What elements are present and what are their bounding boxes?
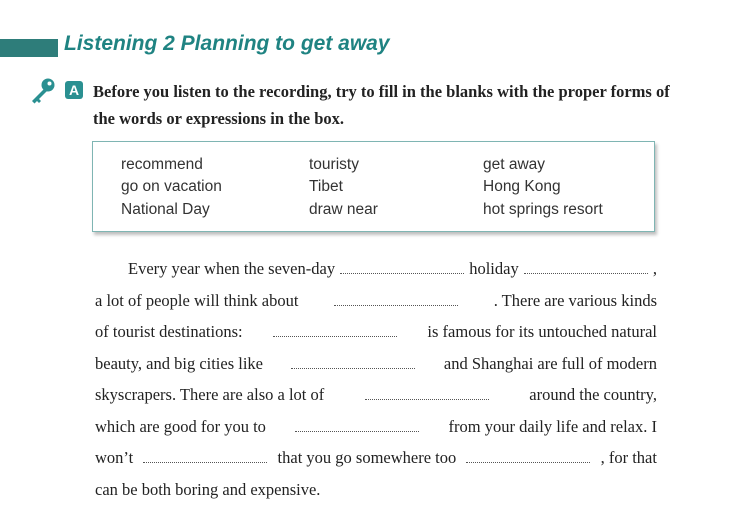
word-box — [92, 141, 655, 232]
passage-line — [95, 476, 657, 508]
blank-2[interactable] — [524, 259, 648, 274]
blank-9[interactable] — [466, 448, 590, 463]
blank-8[interactable] — [143, 448, 267, 463]
blank-3[interactable] — [334, 291, 458, 306]
blank-6[interactable] — [365, 385, 489, 400]
word-option: draw near — [309, 201, 378, 218]
word-option: Hong Kong — [483, 178, 561, 195]
passage-text: that you go somewhere too — [277, 448, 457, 467]
word-option: go on vacation — [121, 178, 222, 195]
passage-text: is famous for its untouched natural — [427, 322, 657, 341]
passage-text: skyscrapers. There are also a lot of — [95, 385, 325, 404]
blank-4[interactable] — [273, 322, 397, 337]
section-title-bar — [0, 39, 58, 57]
passage-line — [95, 318, 657, 350]
section-title: Listening 2 Planning to get away — [64, 32, 390, 55]
passage-line — [95, 287, 657, 319]
passage-text: , for that — [600, 448, 657, 467]
passage — [95, 255, 657, 507]
word-option: hot springs resort — [483, 201, 603, 218]
word-option: recommend — [121, 156, 203, 173]
passage-text: Every year when the seven-day — [128, 259, 336, 278]
passage-text: of tourist destinations: — [95, 322, 243, 341]
blank-5[interactable] — [291, 354, 415, 369]
word-option: touristy — [309, 156, 359, 173]
passage-text: can be both boring and expensive. — [95, 479, 321, 499]
passage-line — [95, 444, 657, 476]
passage-line — [95, 381, 657, 413]
passage-text: holiday — [469, 259, 519, 278]
passage-text: from your daily life and relax. I — [448, 416, 657, 436]
passage-line — [95, 255, 657, 287]
word-option: Tibet — [309, 178, 343, 195]
passage-text: around the country, — [529, 385, 657, 404]
passage-text: , — [652, 259, 657, 278]
passage-text: a lot of people will think about — [95, 290, 299, 310]
task-instruction: Before you listen to the recording, try to fill in the blanks with the proper forms of the words or expressions in the box. — [93, 82, 670, 128]
key-icon — [28, 76, 58, 106]
task-badge: A — [65, 81, 83, 99]
passage-text: beauty, and big cities like — [95, 353, 264, 373]
passage-line — [95, 350, 657, 382]
passage-text: which are good for you to — [95, 416, 266, 436]
passage-line — [95, 413, 657, 445]
blank-7[interactable] — [295, 417, 419, 432]
word-option: get away — [483, 156, 546, 173]
word-option: National Day — [121, 201, 210, 218]
passage-text: and Shanghai are full of modern — [443, 353, 657, 373]
blank-1[interactable] — [340, 259, 464, 274]
passage-text: won’t — [95, 448, 134, 467]
passage-text: . There are various kinds — [493, 290, 657, 310]
